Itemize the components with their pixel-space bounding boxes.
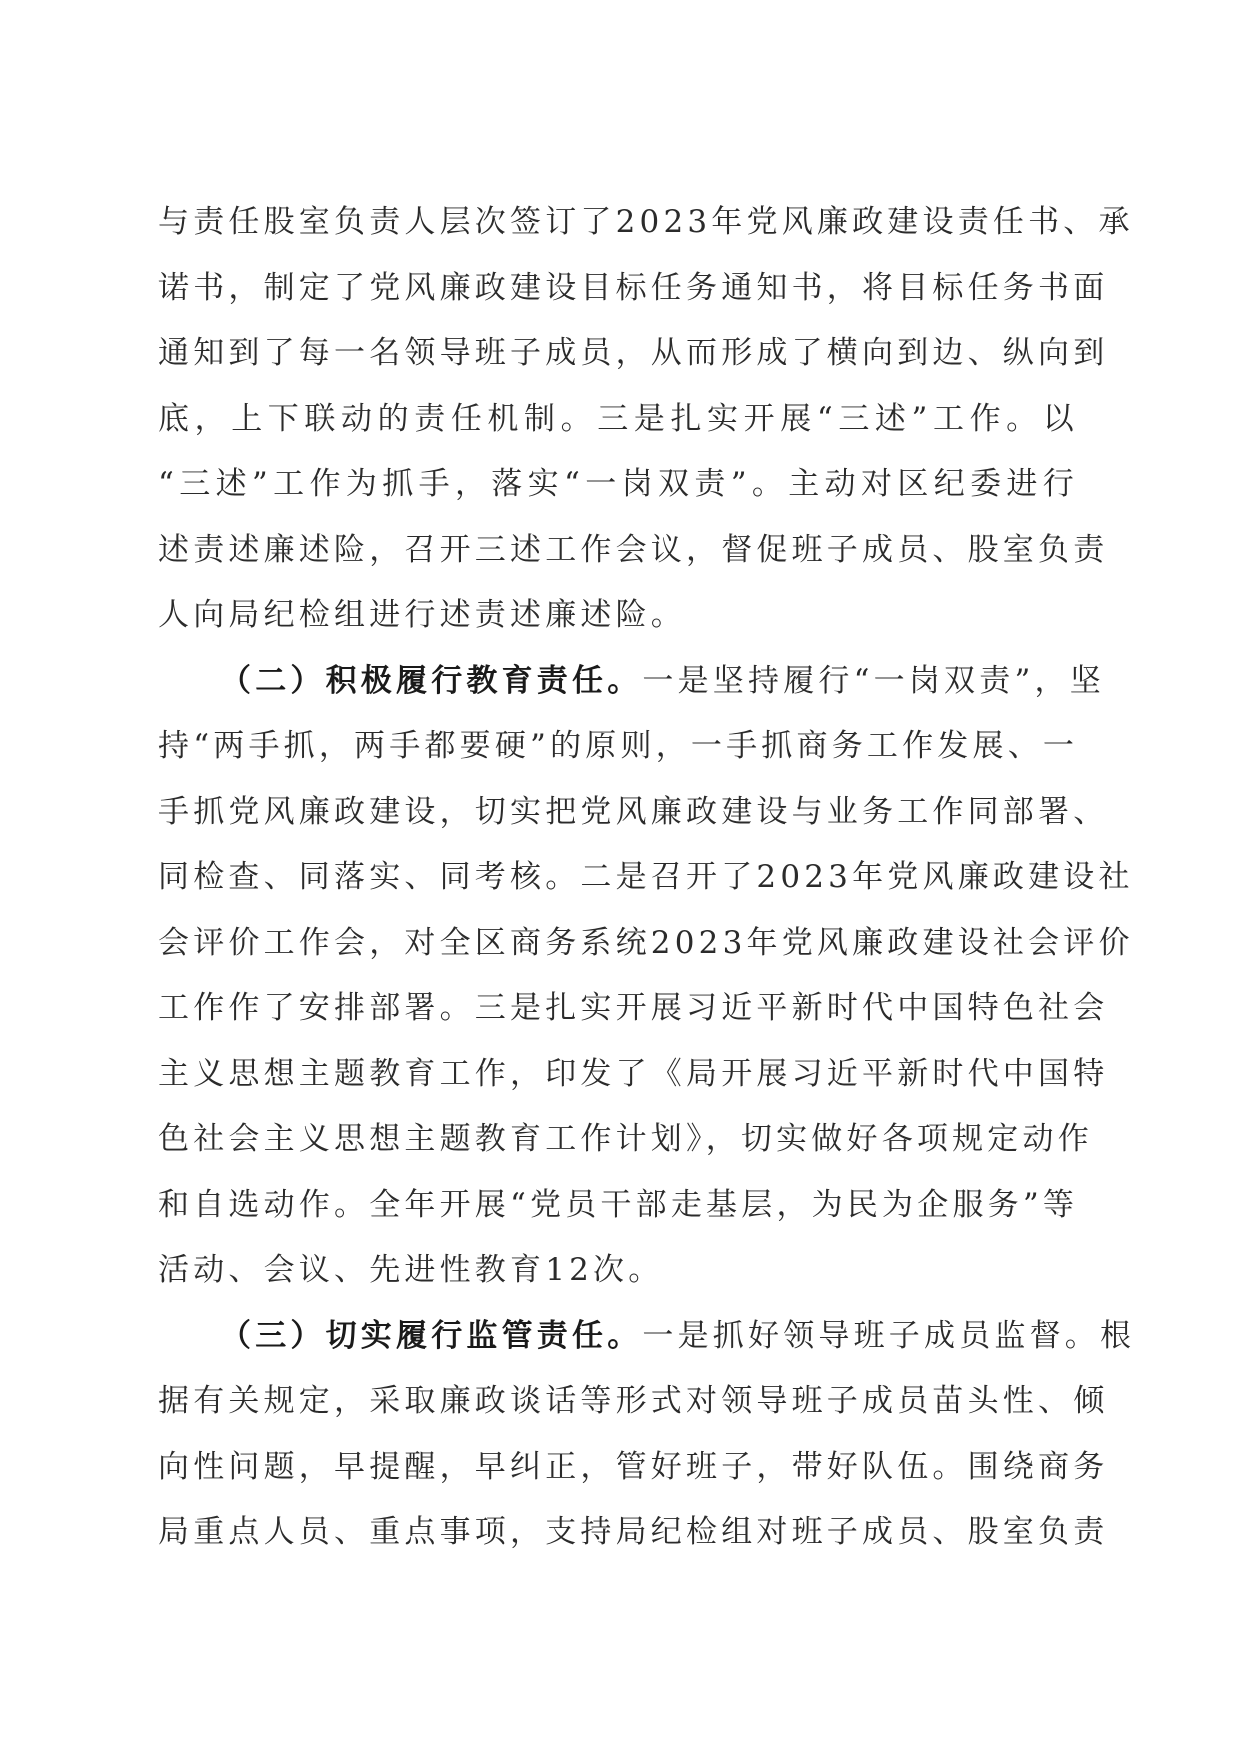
paragraph-3: [158, 1304, 1136, 1566]
document-body: [158, 190, 1136, 1566]
section-heading-education: （二）积极履行教育责任。: [220, 662, 643, 699]
paragraph-line: 底，上下联动的责任机制。三是扎实开展“三述”工作。以: [158, 400, 1078, 437]
paragraph-line: 向性问题，早提醒，早纠正，管好班子，带好队伍。围绕商务: [158, 1448, 1109, 1485]
paragraph-line: 手抓党风廉政建设，切实把党风廉政建设与业务工作同部署、: [158, 793, 1109, 830]
paragraph-line: 述责述廉述险，召开三述工作会议，督促班子成员、股室负责: [158, 531, 1109, 568]
paragraph-2: [158, 649, 1134, 1304]
paragraph-first-line: [158, 1304, 1136, 1370]
paragraph-line: “三述”工作为抓手，落实“一岗双责”。主动对区纪委进行: [158, 466, 1078, 502]
paragraph-line: 与责任股室负责人层次签订了2023年党风廉政建设责任书、承: [158, 204, 1134, 240]
paragraph-line: 诺书，制定了党风廉政建设目标任务通知书，将目标任务书面: [158, 269, 1109, 306]
paragraph-line: 色社会主义思想主题教育工作计划》，切实做好各项规定动作: [158, 1121, 1093, 1157]
paragraph-line: 同检查、同落实、同考核。二是召开了2023年党风廉政建设社: [158, 859, 1134, 895]
paragraph-1: [158, 190, 1134, 649]
paragraph-line: 和自选动作。全年开展“党员干部走基层，为民为企服务”等: [158, 1186, 1079, 1223]
paragraph-line: 会评价工作会，对全区商务系统2023年党风廉政建设社会评价: [158, 924, 1134, 961]
paragraph-text: 一是坚持履行“一岗双责”，坚: [642, 662, 1105, 699]
paragraph-line: 活动、会议、先进性教育12次。: [158, 1252, 664, 1288]
paragraph-line: 通知到了每一名领导班子成员，从而形成了横向到边、纵向到: [158, 335, 1109, 371]
paragraph-line: 据有关规定，采取廉政谈话等形式对领导班子成员苗头性、倾: [158, 1383, 1109, 1419]
paragraph-line: 局重点人员、重点事项，支持局纪检组对班子成员、股室负责: [158, 1514, 1109, 1550]
paragraph-text: 一是抓好领导班子成员监督。根: [642, 1317, 1136, 1354]
paragraph-line: 主义思想主题教育工作，印发了《局开展习近平新时代中国特: [158, 1055, 1109, 1092]
paragraph-line: 工作作了安排部署。三是扎实开展习近平新时代中国特色社会: [158, 990, 1109, 1026]
paragraph-first-line: [158, 649, 1105, 715]
paragraph-line: 持“两手抓，两手都要硬”的原则，一手抓商务工作发展、一: [158, 728, 1079, 764]
section-heading-supervision: （三）切实履行监管责任。: [220, 1317, 643, 1354]
paragraph-line: 人向局纪检组进行述责述廉述险。: [158, 597, 686, 633]
